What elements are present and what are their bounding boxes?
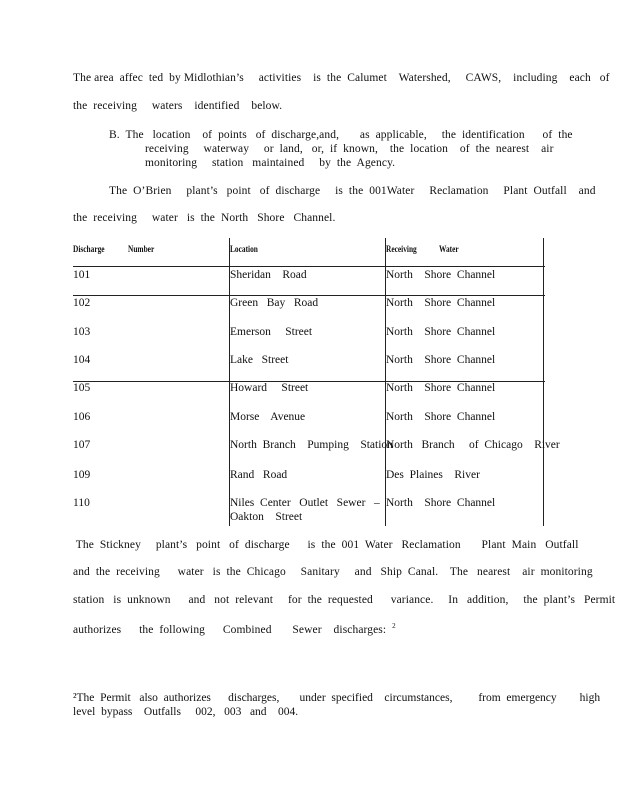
discharge-number: 103 bbox=[73, 326, 91, 338]
paragraph-1-line-1: The area affec ted by Midlothian’s activities is the Calumet Watershed, CAWS, including each of bbox=[73, 72, 610, 84]
footnote-line-1 bbox=[73, 692, 600, 704]
discharge-location: Lake Street bbox=[230, 354, 289, 366]
obrien-line-1: The O’Brien plant’s point of discharge is the 001Water Reclamation Plant Outfall and bbox=[109, 185, 596, 197]
footnote-text: The Permit also authorizes discharges, under specified circumstances, from emergency high bbox=[76, 692, 601, 704]
discharge-number: 105 bbox=[73, 382, 91, 394]
stickney-line-2: and the receiving water is the Chicago Sanitary and Ship Canal. The nearest air monitoring bbox=[73, 566, 593, 578]
discharge-location: Rand Road bbox=[230, 469, 288, 481]
discharge-number: 106 bbox=[73, 411, 91, 423]
discharge-number: 101 bbox=[73, 269, 91, 281]
discharge-location: Green Bay Road bbox=[230, 297, 319, 309]
discharge-location: Morse Avenue bbox=[230, 411, 306, 423]
header-number: Number bbox=[128, 244, 155, 254]
discharge-location: North Branch Pumping Station bbox=[230, 439, 393, 451]
footnote-line-2: level bypass Outfalls 002, 003 and 004. bbox=[73, 706, 299, 718]
discharge-number: 104 bbox=[73, 354, 91, 366]
footnote-marker: ² bbox=[73, 692, 77, 704]
receiving-water: North Shore Channel bbox=[386, 382, 496, 394]
stickney-line-1: The Stickney plant’s point of discharge is the 001 Water Reclamation Plant Main Outfall bbox=[73, 539, 579, 551]
stickney-line-4-text: authorizes the following Combined Sewer discharges: bbox=[73, 623, 387, 636]
item-b-line-1: B. The location of points of discharge,and, as applicable, the identification of the bbox=[109, 129, 573, 141]
discharge-location: Sheridan Road bbox=[230, 269, 307, 281]
obrien-line-2: the receiving water is the North Shore Channel. bbox=[73, 212, 336, 224]
discharge-location: Howard Street bbox=[230, 382, 309, 394]
discharge-number: 109 bbox=[73, 469, 91, 481]
discharge-number: 107 bbox=[73, 439, 91, 451]
receiving-water: North Shore Channel bbox=[386, 326, 496, 338]
receiving-water: North Shore Channel bbox=[386, 497, 496, 509]
item-b-line-2: receiving waterway or land, or, if known, the location of the nearest air bbox=[145, 143, 554, 155]
header-discharge: Discharge bbox=[73, 244, 105, 254]
table-column-rule bbox=[543, 238, 544, 526]
receiving-water: North Shore Channel bbox=[386, 354, 496, 366]
discharge-location: Niles Center Outlet Sewer – bbox=[230, 497, 380, 509]
item-b-line-3: monitoring station maintained by the Agency. bbox=[145, 157, 396, 169]
header-location: Location bbox=[230, 244, 258, 254]
discharge-number: 102 bbox=[73, 297, 91, 309]
discharge-number: 110 bbox=[73, 497, 90, 509]
paragraph-1-line-2: the receiving waters identified below. bbox=[73, 100, 283, 112]
receiving-water: North Shore Channel bbox=[386, 269, 496, 281]
stickney-line-3: station is unknown and not relevant for the requested variance. In addition, the plant’s Permit bbox=[73, 594, 616, 606]
table-rule bbox=[73, 266, 545, 267]
receiving-water: North Branch of Chicago River bbox=[386, 439, 560, 451]
header-water: Water bbox=[439, 244, 459, 254]
header-receiving: Receiving bbox=[386, 244, 417, 254]
discharge-location-continued: Oakton Street bbox=[230, 511, 303, 523]
receiving-water: Des Plaines River bbox=[386, 469, 480, 481]
receiving-water: North Shore Channel bbox=[386, 411, 496, 423]
footnote-reference: 2 bbox=[392, 622, 396, 630]
discharge-location: Emerson Street bbox=[230, 326, 313, 338]
discharge-table bbox=[73, 238, 560, 526]
receiving-water: North Shore Channel bbox=[386, 297, 496, 309]
stickney-line-4 bbox=[73, 622, 396, 636]
